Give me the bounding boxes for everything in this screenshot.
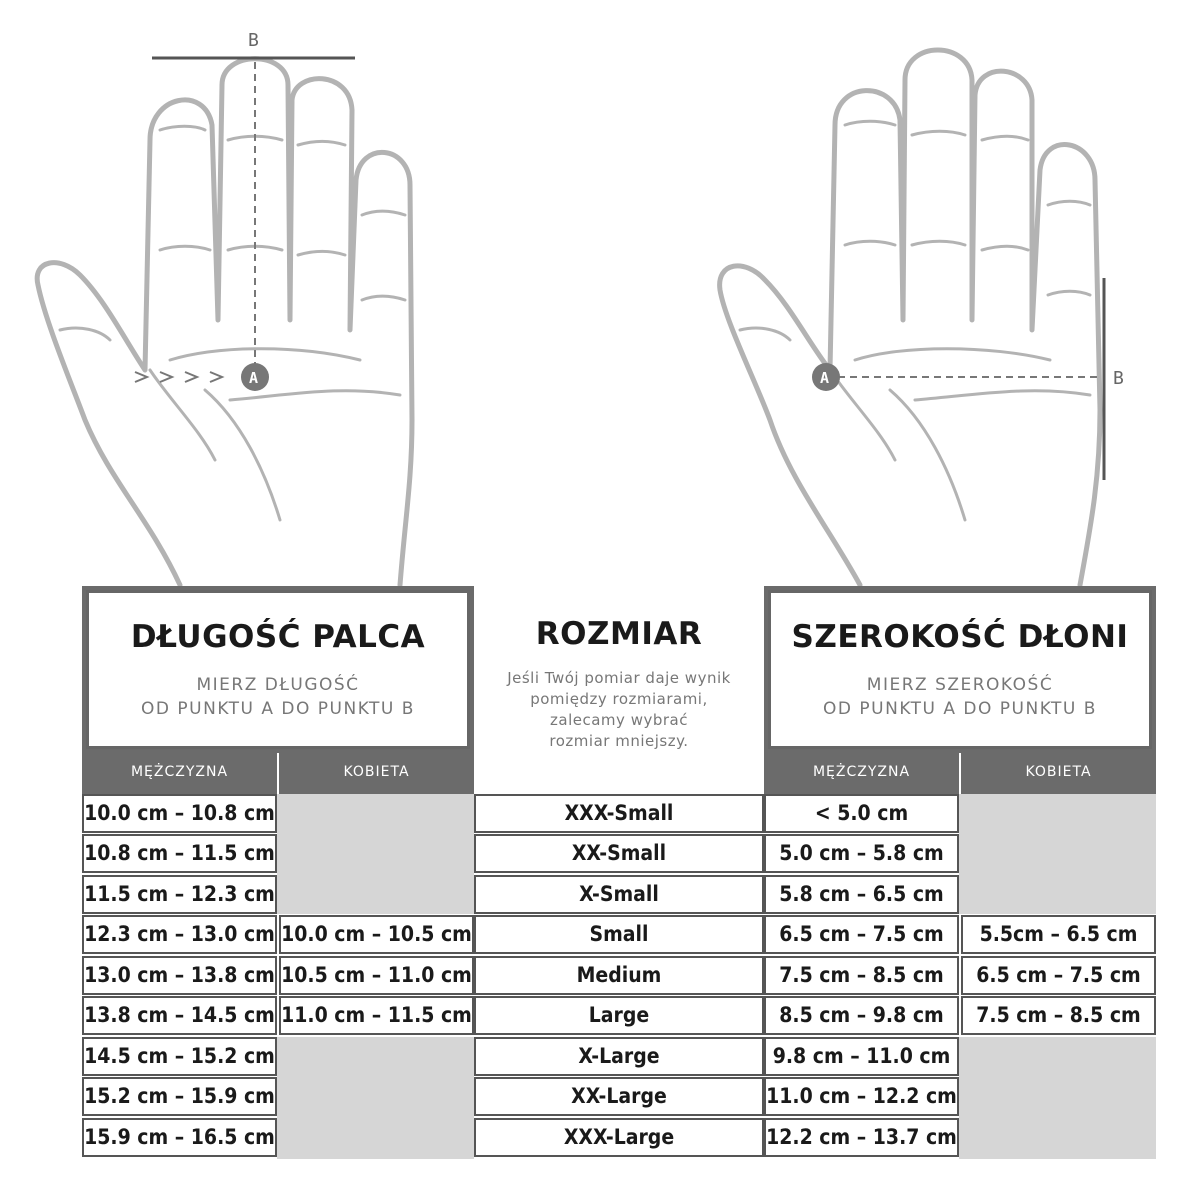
palm-men-cell: 11.0 cm – 12.2 cm xyxy=(764,1077,959,1116)
finger-length-subtitle-2: OD PUNKTU A DO PUNKTU B xyxy=(141,699,415,719)
size-cell: XX-Small xyxy=(474,834,764,873)
finger-men-cell: 12.3 cm – 13.0 cm xyxy=(82,915,277,954)
left-hand-illustration xyxy=(37,59,412,585)
palm-col-men: MĘŻCZYZNA xyxy=(764,750,959,794)
right-hand-illustration xyxy=(720,50,1100,585)
palm-width-measure xyxy=(812,278,1124,480)
size-note-line-2: pomiędzy rozmiarami, xyxy=(530,690,708,708)
palm-women-cell: 5.5cm – 6.5 cm xyxy=(961,915,1156,954)
finger-col-women: KOBIETA xyxy=(279,750,474,794)
finger-women-cell: 10.5 cm – 11.0 cm xyxy=(279,956,474,995)
finger-men-cell: 13.0 cm – 13.8 cm xyxy=(82,956,277,995)
finger-women-empty-top xyxy=(277,794,474,914)
size-note-line-1: Jeśli Twój pomiar daje wynik xyxy=(507,669,731,687)
palm-men-cell: 5.8 cm – 6.5 cm xyxy=(764,875,959,914)
finger-men-cell: 13.8 cm – 14.5 cm xyxy=(82,996,277,1035)
right-point-b-label: B xyxy=(1113,368,1124,389)
finger-women-cell: 10.0 cm – 10.5 cm xyxy=(279,915,474,954)
size-cell: Large xyxy=(474,996,764,1035)
size-note xyxy=(474,668,764,752)
palm-women-cell: 6.5 cm – 7.5 cm xyxy=(961,956,1156,995)
finger-men-cell: 15.9 cm – 16.5 cm xyxy=(82,1118,277,1157)
right-point-a-label: A xyxy=(820,369,830,387)
palm-men-cell: 12.2 cm – 13.7 cm xyxy=(764,1118,959,1157)
size-cell: X-Small xyxy=(474,875,764,914)
finger-length-measure xyxy=(135,30,355,391)
palm-women-empty-bottom xyxy=(959,1037,1156,1159)
finger-men-cell: 15.2 cm – 15.9 cm xyxy=(82,1077,277,1116)
finger-women-cell: 11.0 cm – 11.5 cm xyxy=(279,996,474,1035)
size-cell: XXX-Small xyxy=(474,794,764,833)
palm-women-cell: 7.5 cm – 8.5 cm xyxy=(961,996,1156,1035)
palm-width-subtitle-1: MIERZ SZEROKOŚĆ xyxy=(866,675,1054,695)
finger-men-cell: 10.8 cm – 11.5 cm xyxy=(82,834,277,873)
palm-col-women: KOBIETA xyxy=(961,750,1156,794)
palm-men-cell: 5.0 cm – 5.8 cm xyxy=(764,834,959,873)
finger-men-cell: 14.5 cm – 15.2 cm xyxy=(82,1037,277,1076)
palm-women-empty-top xyxy=(959,794,1156,914)
size-cell: Small xyxy=(474,915,764,954)
palm-men-cell: 9.8 cm – 11.0 cm xyxy=(764,1037,959,1076)
finger-length-header xyxy=(86,590,470,749)
palm-men-cell: 7.5 cm – 8.5 cm xyxy=(764,956,959,995)
size-cell: XXX-Large xyxy=(474,1118,764,1157)
finger-men-cell: 11.5 cm – 12.3 cm xyxy=(82,875,277,914)
palm-width-title: SZEROKOŚĆ DŁONI xyxy=(791,619,1129,655)
size-cell: X-Large xyxy=(474,1037,764,1076)
left-point-b-label: B xyxy=(248,30,259,51)
left-point-a-label: A xyxy=(249,369,259,387)
finger-col-men: MĘŻCZYZNA xyxy=(82,750,277,794)
size-header xyxy=(474,590,764,790)
size-title: ROZMIAR xyxy=(535,616,703,652)
palm-men-cell: < 5.0 cm xyxy=(764,794,959,833)
palm-width-subtitle-2: OD PUNKTU A DO PUNKTU B xyxy=(823,699,1097,719)
palm-width-header xyxy=(768,590,1152,749)
size-cell: XX-Large xyxy=(474,1077,764,1116)
size-note-line-3: zalecamy wybrać xyxy=(550,711,688,729)
size-note-line-4: rozmiar mniejszy. xyxy=(549,732,689,750)
finger-length-title: DŁUGOŚĆ PALCA xyxy=(130,619,426,655)
finger-men-cell: 10.0 cm – 10.8 cm xyxy=(82,794,277,833)
palm-men-cell: 8.5 cm – 9.8 cm xyxy=(764,996,959,1035)
finger-length-subtitle-1: MIERZ DŁUGOŚĆ xyxy=(196,675,360,695)
finger-women-empty-bottom xyxy=(277,1037,474,1159)
palm-men-cell: 6.5 cm – 7.5 cm xyxy=(764,915,959,954)
size-cell: Medium xyxy=(474,956,764,995)
